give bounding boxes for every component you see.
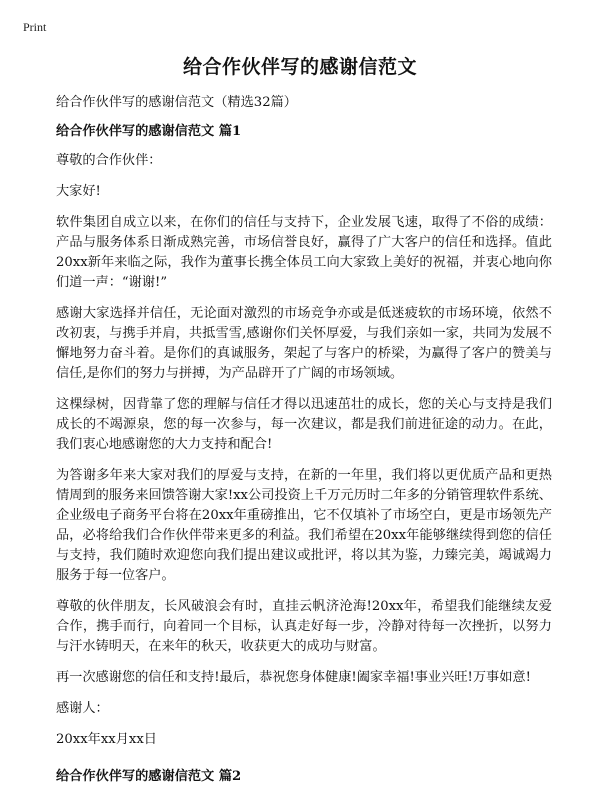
print-link[interactable]: Print: [23, 20, 47, 34]
paragraph: 这棵绿树，因背靠了您的理解与信任才得以迅速茁壮的成长，您的关心与支持是我们成长的不竭源泉，您的每一次参与，每一次建议，都是我们前进征途的动力。在此，我们衷心地感谢您的大力支持和配合!: [56, 397, 552, 452]
letter-date: 20xx年xx月xx日: [56, 732, 157, 747]
document-body: [56, 93, 552, 796]
page-title: 给合作伙伴写的感谢信范文: [182, 56, 417, 78]
paragraph: 软件集团自成立以来，在你们的信任与支持下，企业发展飞速，取得了不俗的成绩：产品与服务体系日渐成熟完善，市场信誉良好，赢得了广大客户的信任和选择。值此20xx新年来临之际，我作为董事长携全体员工向大家致上美好的祝福，并衷心地向你们道一声：“谢谢!”: [56, 215, 552, 290]
closing-signature: 感谢人：: [56, 701, 109, 716]
paragraph: 再一次感谢您的信任和支持!最后，恭祝您身体健康!阖家幸福!事业兴旺!万事如意!: [56, 670, 531, 685]
section-heading-2: 给合作伙伴写的感谢信范文 篇2: [56, 769, 242, 784]
paragraph: 感谢大家选择并信任，无论面对激烈的市场竞争亦或是低迷疲软的市场环境，依然不改初衷，与携手并肩，共抵雪雪,感谢你们关怀厚爱，与我们亲如一家，共同为发展不懈地努力奋斗着。是你们的真诚服务，架起了与客户的桥梁，为赢得了客户的赞美与信任,是你们的努力与拼搏，为产品辟开了广阔的市场领域。: [56, 306, 552, 381]
greeting: 大家好!: [56, 184, 101, 199]
section-heading-1: 给合作伙伴写的感谢信范文 篇1: [56, 124, 242, 139]
paragraph: 尊敬的伙伴朋友，长风破浪会有时，直挂云帆济沧海!20xx年，希望我们能继续友爱合作，携手而行，向着同一个目标，认真走好每一步，冷静对待每一次挫折，以努力与汗水铸明天，在来年的秋天，收获更大的成功与财富。: [56, 599, 552, 654]
paragraph: 为答谢多年来大家对我们的厚爱与支持，在新的一年里，我们将以更优质产品和更热情周到的服务来回馈答谢大家!xx公司投资上千万元历时二年多的分销管理软件系统、企业级电子商务平台将在20xx年重磅推出，它不仅填补了市场空白，更是市场领先产品，必将给我们合作伙伴带来更多的利益。我们希望在20xx年能够继续得到您的信任与支持，我们随时欢迎您向我们提出建议或批评，将以其为鉴，力臻完美，竭诚竭力服务于每一位客户。: [56, 468, 552, 583]
document-subtitle: 给合作伙伴写的感谢信范文（精选32篇）: [56, 95, 297, 110]
salutation: 尊敬的合作伙伴：: [56, 153, 162, 168]
